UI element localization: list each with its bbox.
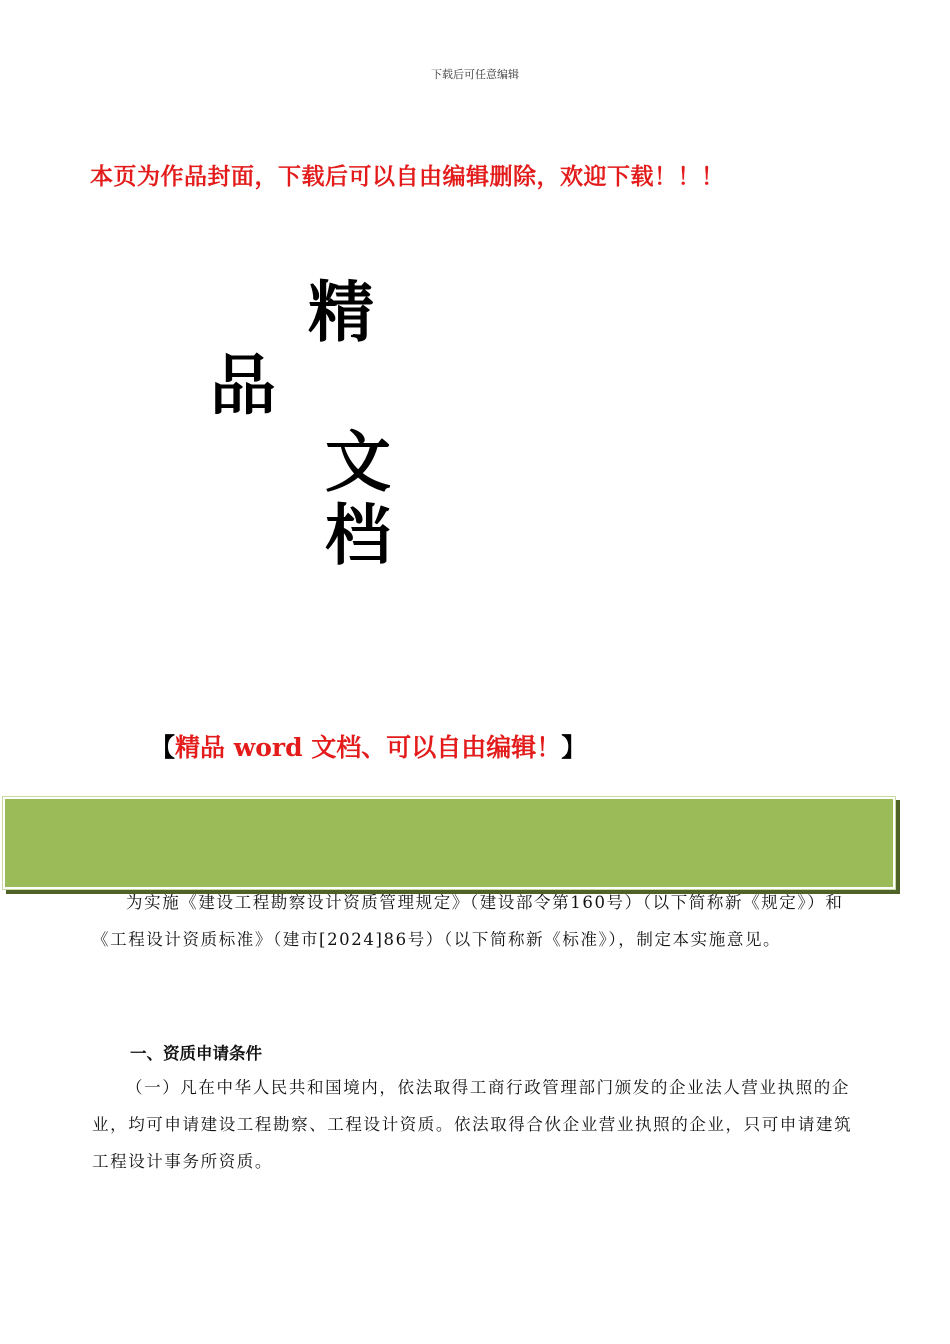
header-note: 下载后可任意编辑 — [431, 68, 519, 81]
slogan-close-bracket: 】 — [561, 733, 587, 762]
intro-paragraph — [92, 884, 860, 958]
word-slogan — [150, 728, 586, 764]
cover-char-jing: 精 — [308, 274, 374, 351]
section-heading: 一、资质申请条件 — [130, 1044, 262, 1063]
cover-char-wen: 文 — [325, 424, 391, 501]
item-paragraph — [92, 1069, 860, 1180]
cover-notice: 本页为作品封面，下载后可以自由编辑删除，欢迎下载！！！ — [90, 164, 725, 190]
green-banner — [2, 796, 896, 890]
cover-char-dang: 档 — [325, 497, 391, 574]
cover-char-pin: 品 — [210, 347, 276, 424]
slogan-open-bracket: 【 — [150, 733, 176, 762]
item-text: （一）凡在中华人民共和国境内，依法取得工商行政管理部门颁发的企业法人营业执照的企业，均可申请建设工程勘察、工程设计资质。依法取得合伙企业营业执照的企业，只可申请建筑工程设计事务所资质。 — [92, 1078, 853, 1171]
intro-text: 为实施《建设工程勘察设计资质管理规定》（建设部令第160号）（以下简称新《规定》）和《工程设计资质标准》（建市[2024]86号）（以下简称新《标准》），制定本实施意见。 — [92, 893, 844, 949]
slogan-text: 精品 word 文档、可以自由编辑！ — [175, 733, 562, 762]
